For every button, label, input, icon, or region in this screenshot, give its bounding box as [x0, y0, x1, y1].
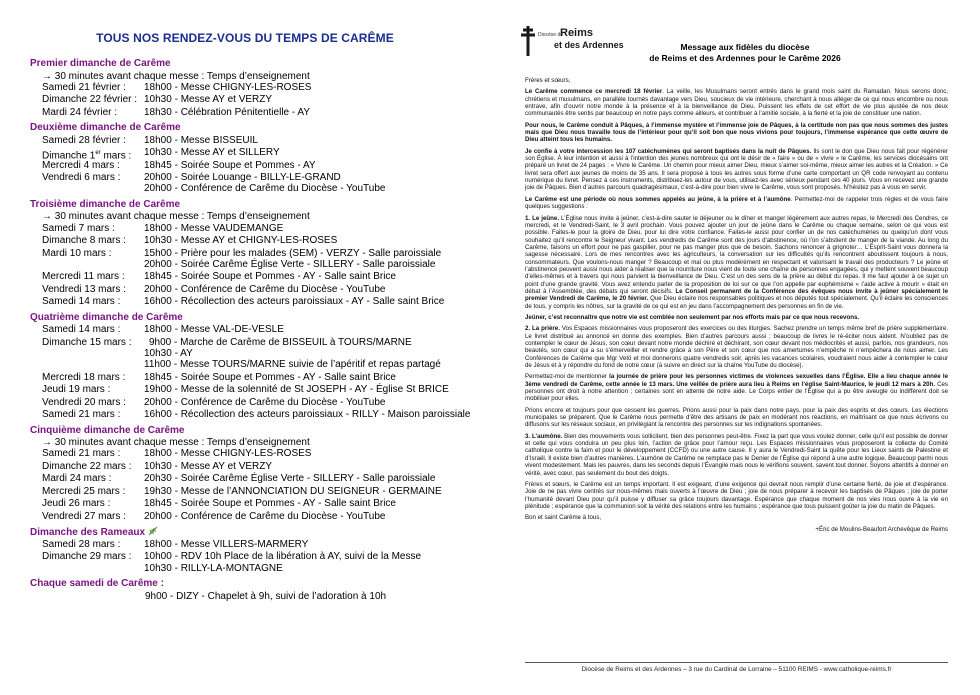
- letter-paragraph: [525, 314, 948, 321]
- event-date: Vendredi 13 mars :: [42, 283, 126, 295]
- section-heading-text: Chaque samedi de Carême :: [30, 578, 164, 590]
- bold-run: Le Carême commence ce mercredi 18 février: [525, 88, 663, 96]
- event-item: 18h00 - Messe VAL-DE-VESLE: [144, 324, 284, 336]
- letter-paragraph: [525, 215, 948, 310]
- event-item: 16h00 - Récollection des acteurs paroissiaux - AY - Salle saint Brice: [144, 296, 445, 308]
- schedule-title: TOUS NOS RENDEZ-VOUS DU TEMPS DE CARÊME: [96, 31, 394, 45]
- section-heading-text: Dimanche des Rameaux: [30, 527, 146, 539]
- bold-run: Je confie à votre intercession les 107 catéchumènes qui seront baptisés dans la nuit de Pâques.: [525, 147, 812, 155]
- text-run: Vos Espaces missionnaires vous proposeront des exercices ou des liturgies. Sachez prendre un temps même bref de prière supplémentaire. Le livret distribué au annoncé en donne des exemples. Bien d’autres parcours aussi ; beaucoup de livres le ré-éciter nous aident. N’oubliez pas de contempler le cœur de Jésus, son cœur devant notre monde déchiré et déchirant, son cœur devant nos médiocrités et aussi, parfois, nos grandeurs, nos beautés, son cœur qui a su s’émerveiller et rendre grâce à son Père et son cœur que nos amertumes n’empêche ni n’empêchera de nous aimer. Les Conférences de Carême que Mgr Vetö et moi donnerons quatre vendredis soir, après les vacances scolaires, voudraient nous aider à contempler le cœur de Jésus et à y répondre du fond de notre cœur (à suivre en direct sur la chaîne YouTube du diocèse).: [525, 325, 948, 370]
- text-run: L’Église nous invite à jeûner, c’est-à-dire sauter le déjeuner ou le dîner et manger légèrement aux autres repas, le Mercredi des Cendres, ce mercredi, et le Vendredi-Saint, le 3 avril prochain. Vous pouvez ajouter un jour de jeûne dans le Carême ou chaque semaine, selon ce qui vous est possible. Faites-le pour la gloire de Dieu, pour lui dire votre confiance. Faites-le aussi pour confier un de nos catéchumènes ou quelqu’un dont vous souhaitez qu’il rencontre le Seigneur vivant. Les vendredis de Carême sont des jours d’abstinence, où l’on s’abstient de manger de la viande. Au long du Carême, faisons un effort pour ne pas gaspiller, pour ne pas manger plus que de besoin. Sachons renoncer à grignoter… L’Esprit-Saint vous donnera la sagesse nécessaire. Lors de mes rencontres avec les agriculteurs, la conversation sur les difficultés qu’ils rencontrent aboutissent toujours à nous, consommateurs. Que voulons-nous manger ? Beaucoup et mal ou plus modérément en respectant et valorisant le travail des producteurs ? Le jeûne et l’abstinence peuvent aussi nous aider à réaliser que la nourriture nous vient de toute une chaîne de personnes engagées, qui y mettent souvent beaucoup d’elles-mêmes et à travers qui nous parvient la bienveillance de Dieu. C’est un des sens de la prière au début du repas. Il me faut ajouter à ce sujet un point d’une grande gravité. Vous avez entendu parler de la proposition de loi sur ce que l’on appelle par euphémisme « l’aide active à mourir » était en débat à l’Assemblée, des débats qui seront décisifs.: [525, 214, 948, 295]
- event-item: 18h00 - Messe VILLERS-MARMERY: [144, 538, 309, 550]
- text-run: Ils sont le don que Dieu nous fait pour régénérer son Église. À leur intention et aussi à l’intention des jeunes nombreux qui ont le désir de « faire » ou de « vivre » le Carême, les services diocésains ont préparé un livret de 24 pages : « Vivre le Carême. Un chemin pour mieux aimer Dieu, mieux s’aimer soi-même, mieux aimer les autres et la Création. » Ce livret sera offert aux jeunes de moins de 35 ans. Il sera proposé à tous les autres sous forme d’une carte comportant un QR code renvoyant au contenu numérique du livret. Pensez à ces instruments, distribuez-les autour de vous, utilisez-les avec sérieux pendant ces 40 jours. Vous en recevez une grande joie de Pâques. Bien d’autres parcours quadragésimaux, c’est-à-dire pour bien vivre le Carême, vous sont proposés. N’hésitez pas à vous en servir.: [525, 147, 948, 192]
- logo-ardennes-text: et des Ardennes: [554, 40, 624, 50]
- text-run: Prions encore et toujours pour que cessent les guerres. Prions aussi pour la paix dans notre pays, pour la paix des esprits et des cœurs. Les élections municipales se préparent. Que le Carême nous permette d’être des artisans de paix en modérant nos réactions, en maîtrisant ce que nous écrivons ou diffusons sur les réseaux sociaux, en privilégiant la rencontre des personnes sur les indignations spontanées.: [525, 406, 948, 429]
- event-item: 10h30 - Messe AY et VERZY: [144, 94, 273, 106]
- event-item: 10h00 - RDV 10h Place de la libération à AY, suivi de la Messe: [144, 551, 422, 563]
- letter-column: [490, 0, 980, 695]
- text-run: Permettez-moi de mentionner: [525, 373, 610, 381]
- letter-paragraph: [525, 433, 948, 477]
- event-item: 18h45 - Soirée Soupe et Pommes - AY - Salle saint Brice: [144, 371, 396, 383]
- event-date: Mercredi 25 mars :: [42, 485, 126, 497]
- event-date: Samedi 28 mars :: [42, 538, 121, 550]
- letter-body: [525, 77, 948, 533]
- section-heading: [30, 578, 164, 589]
- event-item: 20h00 - Conférence de Carême du Diocèse - YouTube: [144, 283, 386, 295]
- event-date: Samedi 14 mars :: [42, 296, 121, 308]
- teaching-note: → 30 minutes avant chaque messe : Temps d’enseignement: [42, 211, 310, 223]
- event-date: Dimanche 22 mars :: [42, 460, 132, 472]
- event-date: Mardi 10 mars :: [42, 247, 112, 259]
- palm-leaf-icon: [148, 526, 158, 536]
- letter-paragraph: [525, 88, 948, 117]
- event-date: Samedi 21 février :: [42, 81, 126, 93]
- logo-reims-text: Reims: [560, 27, 594, 39]
- event-date: Jeudi 19 mars :: [42, 384, 111, 396]
- event-item: 10h30 - RILLY-LA-MONTAGNE: [144, 562, 283, 574]
- event-item: 18h00 - Messe VAUDEMANGE: [144, 222, 284, 234]
- section-heading: [30, 58, 171, 69]
- event-item: 20h00 - Conférence de Carême du Diocèse - YouTube: [144, 396, 386, 408]
- section-heading-text: Troisième dimanche de Carême: [30, 198, 181, 210]
- teaching-note: → 30 minutes avant chaque messe : Temps d’enseignement: [42, 70, 310, 82]
- letter-paragraphs: [525, 77, 948, 522]
- text-run: Que Dieu éclaire nos responsables politiques et nos députés tout spécialement. Qu’il éclaire les consciences de tous, y compris les nôtres, sur la gravité de ce qui est en jeu dans l’accompagnement des personnes en fin de vie.: [525, 295, 948, 310]
- event-date: Mercredi 18 mars :: [42, 371, 126, 383]
- event-item: 20h00 - Conférence de Carême du Diocèse - YouTube: [144, 510, 386, 522]
- section-heading: [30, 199, 180, 210]
- section-heading-text: Premier dimanche de Carême: [30, 58, 171, 69]
- letter-footer: Diocèse de Reims et des Ardennes – 3 rue du Cardinal de Lorraine – 51100 REIMS - www.catholique-reims.fr: [581, 666, 892, 673]
- event-date: Samedi 14 mars :: [42, 324, 121, 336]
- event-date: Mercredi 4 mars :: [42, 159, 120, 171]
- event-item: 18h45 - Soirée Soupe et Pommes - AY - Salle saint Brice: [144, 498, 396, 510]
- event-date: Vendredi 27 mars :: [42, 510, 126, 522]
- letter-title: [620, 42, 870, 64]
- event-item: 20h00 - Conférence de Carême du Diocèse - YouTube: [144, 183, 386, 195]
- event-date: Samedi 21 mars :: [42, 409, 121, 421]
- event-date: Samedi 21 mars :: [42, 448, 121, 460]
- bold-run: Jeûner, c’est reconnaître que notre vie est comblée non seulement par nos efforts mais par ce que nous recevons.: [525, 313, 860, 321]
- letter-title-line: Message aux fidèles du diocèse: [680, 42, 810, 52]
- section-heading-text: Quatrième dimanche de Carême: [30, 311, 183, 323]
- diocese-logo: [520, 24, 624, 64]
- event-date: Mercredi 11 mars :: [42, 271, 125, 283]
- event-item: 10h30 - Messe AY et VERZY: [144, 460, 273, 472]
- bold-run: Le Carême est une période où nous sommes appelés au jeûne, à la prière et à l’aumône: [525, 195, 791, 203]
- event-date: Dimanche 1er mars :: [42, 150, 132, 162]
- event-date: Mardi 24 février :: [42, 106, 118, 118]
- event-date: Dimanche 22 février :: [42, 94, 138, 106]
- event-date: Dimanche 15 mars :: [42, 336, 132, 348]
- bold-run: 3. L’aumône.: [525, 432, 563, 440]
- letter-paragraph: [525, 122, 948, 144]
- section-heading: [30, 425, 185, 436]
- letter-title-line: de Reims et des Ardennes pour le Carême 2026: [649, 53, 841, 63]
- event-item: 10h30 - Messe AY et SILLERY: [144, 147, 280, 159]
- section-heading-text: Deuxième dimanche de Carême: [30, 122, 181, 134]
- text-run: Bon et saint Carême à tous,: [525, 514, 602, 522]
- event-item: 15h00 - Prière pour les malades (SEM) - VERZY - Salle paroissiale: [144, 247, 442, 259]
- bold-run: Pour nous, le Carême conduit à Pâques, à l’immense mystère et l’immense joie de Pâques, à la certitude non pas que nous sommes des justes mais que Dieu nous travaille tous de l’intérieur pour qu’il soit bon que nous vivions pour toujours, l’immense espérance que cette œuvre de Dieu atteint tous les humains.: [525, 121, 948, 144]
- letter-paragraph: [525, 407, 948, 429]
- event-date: Dimanche 8 mars :: [42, 235, 126, 247]
- event-item: 18h00 - Messe BISSEUIL: [144, 134, 258, 146]
- text-run: Bien des mouvements vous sollicitent, bien des personnes peut-être. Fixez la part que vous voulez donner, celle qu’il est possible de donner et celle qui vous conduira un peu plus loin, l’action de grâce pour l’amour reçu. Les Espaces missionnaires vous proposeront la collecte du Comité catholique contre la faim et pour le développement (CCFD) ou une autre cause. Il y aura le Vendredi-Saint la quête pour les Lieux saints de Palestine et d’Israël. Il existe bien d’autres manières. L’aumône de Carême ne remplace pas le Denier de l’Église qui répond à une autre logique. Beaucoup parmi nous vivent modestement. Mais les pauvres, dans les seconds depuis l’Évangile mais nous le vérifions souvent, savent tout donner. Soyons attentifs à donner en vérité, avec cœur, pas seulement du bout des doigts.: [525, 432, 948, 477]
- event-item: 9h00 - Marche de Carême de BISSEUIL à TOURS/MARNE: [149, 336, 412, 348]
- bold-run: la journée de prière pour les personnes victimes de violences sexuelles dans l’Église. Elle a lieu chaque année le 3ème vendredi de Carême, cette année le 13 mars. Une veillée de prière aura lieu à Reims en l’église Saint-Maurice, le jeudi 12 mars à 20h.: [525, 373, 948, 388]
- event-item: 10h30 - AY: [144, 348, 193, 359]
- event-date: Vendredi 6 mars :: [42, 172, 121, 184]
- section-heading: [30, 312, 183, 323]
- event-date: Samedi 7 mars :: [42, 222, 115, 234]
- footer-divider: [525, 662, 948, 663]
- event-item: 18h45 - Soirée Soupe et Pommes - AY - Salle saint Brice: [144, 271, 396, 283]
- cross-icon: [520, 26, 536, 56]
- teaching-note: → 30 minutes avant chaque messe : Temps d’enseignement: [42, 437, 310, 449]
- event-item: 18h30 - Célébration Pénitentielle - AY: [144, 106, 311, 118]
- letter-paragraph: [525, 325, 948, 369]
- event-item: 19h30 - Messe de l’ANNONCIATION DU SEIGNEUR - GERMAINE: [144, 485, 442, 497]
- letter-signature: +Éric de Moulins-Beaufort Archevêque de Reims: [815, 525, 948, 533]
- event-item: 19h00 - Messe de la solennité de St JOSEPH - AY - Église St BRICE: [144, 384, 449, 396]
- bold-run: Le Conseil permanent de la Conférence des évêques nous invite à jeûner spécialement le premier Vendredi de Carême, le 20 février.: [525, 287, 948, 303]
- text-run: Frères et sœurs,: [525, 77, 571, 84]
- event-date: Samedi 28 février :: [42, 134, 126, 146]
- event-item: 18h00 - Messe CHIGNY-LES-ROSES: [144, 448, 312, 460]
- letter-paragraph: [525, 77, 948, 84]
- bold-run: 1. Le jeûne.: [525, 214, 560, 222]
- text-run: . La veille, les Musulmans seront entrés dans le grand mois saint du Ramadan. Nous serons donc, chrétiens et musulmans, en parallèle tournés davantage vers Dieu, soucieux de vie intérieure, cherchant à nous alléger de ce qui nous encombre ou nous entrave, afin d’ouvrir notre monde à la présence et à la bienveillance de Dieu. Puissent les effets de cet effort de vie plus ajustée de nos deux communautés être sentis par beaucoup en notre pays comme ailleurs, et contribuer à l’amitié sociale, à la fierté et la joie de constituer une nation.: [525, 88, 948, 118]
- event-item: 20h30 - Soirée Carême Église Verte - SILLERY - Salle paroissiale: [144, 473, 436, 485]
- event-item: 11h00 - Messe TOURS/MARNE suivie de l’apéritif et repas partagé: [144, 359, 441, 371]
- bold-run: 2. La prière.: [525, 325, 560, 333]
- event-date: Mardi 24 mars :: [42, 473, 112, 485]
- letter-paragraph: [525, 373, 948, 402]
- event-item: 18h45 - Soirée Soupe et Pommes - AY: [144, 159, 316, 171]
- text-run: Frères et sœurs, le Carême est un temps important. Il est exigeant, d’une exigence qui devrait nous remplir d’une certaine fierté, de joie et d’espérance. Joie de ne pas vivre centrés sur nous-mêmes mais ouverts à l’œuvre de Dieu ; joie de nous préparer à recevoir les baptisés de Pâques ; joie de porter l’humanité devant Dieu pour qu’il puisse y diffuser sa grâce toujours davantage. Espérance que chaque moment de nos vies nous ouvre à la vie en plénitude ; espérance que la communion soit la vérité des relations entre les humains ; espérance que tous puissent goûter la joie du matin de Pâques.: [525, 480, 948, 510]
- letter-paragraph: [525, 148, 948, 192]
- event-item: 16h00 - Récollection des acteurs paroissiaux - RILLY - Maison paroissiale: [144, 409, 471, 421]
- section-heading: [30, 122, 181, 133]
- event-item: 9h00 - DIZY - Chapelet à 9h, suivi de l’adoration à 10h: [145, 590, 387, 602]
- event-date: Vendredi 20 mars :: [42, 396, 126, 408]
- event-item: 20h00 - Soirée Carême Église Verte - SILLERY - Salle paroissiale: [144, 258, 436, 270]
- event-item: 20h00 - Soirée Louange - BILLY-LE-GRAND: [144, 172, 341, 184]
- text-run: . Permettez-moi de rappeler trois règles et de vous faire quelques suggestions :: [525, 195, 948, 211]
- letter-paragraph: [525, 196, 948, 211]
- logo-small-text: Diocèse de: [538, 32, 564, 38]
- event-item: 10h30 - Messe AY et CHIGNY-LES-ROSES: [144, 235, 338, 247]
- event-item: 18h00 - Messe CHIGNY-LES-ROSES: [144, 81, 312, 93]
- letter-paragraph: [525, 481, 948, 510]
- event-date: Jeudi 26 mars :: [42, 498, 111, 510]
- event-date: Dimanche 29 mars :: [42, 551, 132, 563]
- section-heading-text: Cinquième dimanche de Carême: [30, 424, 185, 436]
- letter-paragraph: [525, 514, 948, 521]
- text-run: Ces personnes ont droit à notre attention ; certaines sont en attente de notre aide. Le Corps entier de l’Église qui a pu être aveugle ou indifférent doit se mobiliser pour elles.: [525, 380, 948, 403]
- section-heading: [30, 526, 158, 538]
